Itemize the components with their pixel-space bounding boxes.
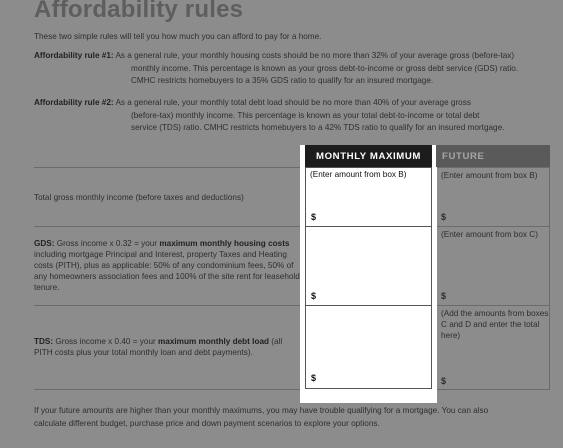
intro-text: These two simple rules will tell you how much you can afford to pay for a home. [34, 32, 322, 41]
row-label-gds [34, 238, 300, 293]
rule-2-line-3: service (TDS) ratio. CMHC restricts homebuyers to a 42% TDS ratio to qualify for an insured mortgage. [131, 123, 505, 132]
monthly-instruction-row-1: (Enter amount from box B) [310, 170, 407, 179]
rule-1-line-1: As a general rule, your monthly housing costs should be no more than 32% of your average gross (before-tax) [115, 51, 515, 60]
page-title: Affordability rules [34, 0, 244, 23]
rule-1-label: Affordability rule #1: [34, 51, 114, 60]
rule-1-line-2: monthly income. This percentage is known as your gross debt-to-income or gross debt service (GDS) ratio. [131, 63, 519, 73]
monthly-amount-field-row-2[interactable]: $ [311, 291, 317, 301]
header-future: FUTURE [436, 145, 550, 167]
table-top-rule [34, 167, 550, 168]
table-right-border [549, 167, 550, 389]
monthly-amount-field-row-3[interactable]: $ [311, 373, 317, 383]
footer-line-1: If your future amounts are higher than your monthly maximums, you may have trouble qualifying for a mortgage. You can also [34, 406, 489, 415]
affordability-rule-1 [34, 50, 554, 88]
table-bottom-rule [34, 389, 550, 390]
row-label-tds [34, 336, 300, 358]
header-monthly-maximum: MONTHLY MAXIMUM [305, 145, 432, 167]
rule-1-line-3: CMHC restricts homebuyers to a 35% GDS ratio to qualify for an insured mortgage. [131, 76, 434, 85]
table-row-divider-2 [34, 305, 550, 306]
future-amount-field-row-1[interactable]: $ [441, 212, 447, 222]
gds-label: GDS: [34, 239, 55, 248]
affordability-rule-2 [34, 97, 554, 135]
tds-text-b: (all PITH costs plus your total monthly loan and debt payments). [34, 337, 283, 357]
tds-label: TDS: [34, 337, 54, 346]
future-instruction-row-3: (Add the amounts from boxes C and D and enter the total here) [441, 309, 549, 340]
future-amount-field-row-3[interactable]: $ [441, 376, 447, 386]
footer-line-2: calculate different budget, purchase price and down payment scenarios to explore your options. [34, 418, 380, 428]
table-row-divider-1 [34, 226, 550, 227]
rule-2-line-2: (before-tax) monthly income. This percentage is known as your total debt-to-income or total debt [131, 110, 480, 120]
monthly-amount-field-row-1[interactable]: $ [311, 212, 317, 222]
gds-text-bold: maximum monthly housing costs [159, 239, 290, 248]
tds-text-a: Gross income x 0.40 = your [53, 337, 158, 346]
footer-note [34, 405, 559, 430]
monthly-maximum-divider-2 [305, 305, 432, 306]
gds-text-b: including mortgage Principal and Interest, property Taxes and Heating costs (PITH), plus as applicable: 50% of any condominium fees, 50% of any homeowners association fees and 100% of the site rent for leasehold tenure. [34, 250, 300, 292]
gds-text-a: Gross income x 0.32 = your [54, 239, 160, 248]
monthly-maximum-column [305, 167, 432, 389]
future-instruction-row-2: (Enter amount from box C) [441, 230, 538, 239]
tds-text-bold: maximum monthly debt load [158, 337, 269, 346]
monthly-maximum-divider-1 [305, 226, 432, 227]
rule-2-line-1: As a general rule, your monthly total debt load should be no more than 40% of your average gross [115, 98, 471, 107]
rule-2-label: Affordability rule #2: [34, 98, 114, 107]
future-instruction-row-1: (Enter amount from box B) [441, 171, 538, 180]
row-label-gross-income: Total gross monthly income (before taxes and deductions) [34, 193, 244, 202]
future-amount-field-row-2[interactable]: $ [441, 291, 447, 301]
